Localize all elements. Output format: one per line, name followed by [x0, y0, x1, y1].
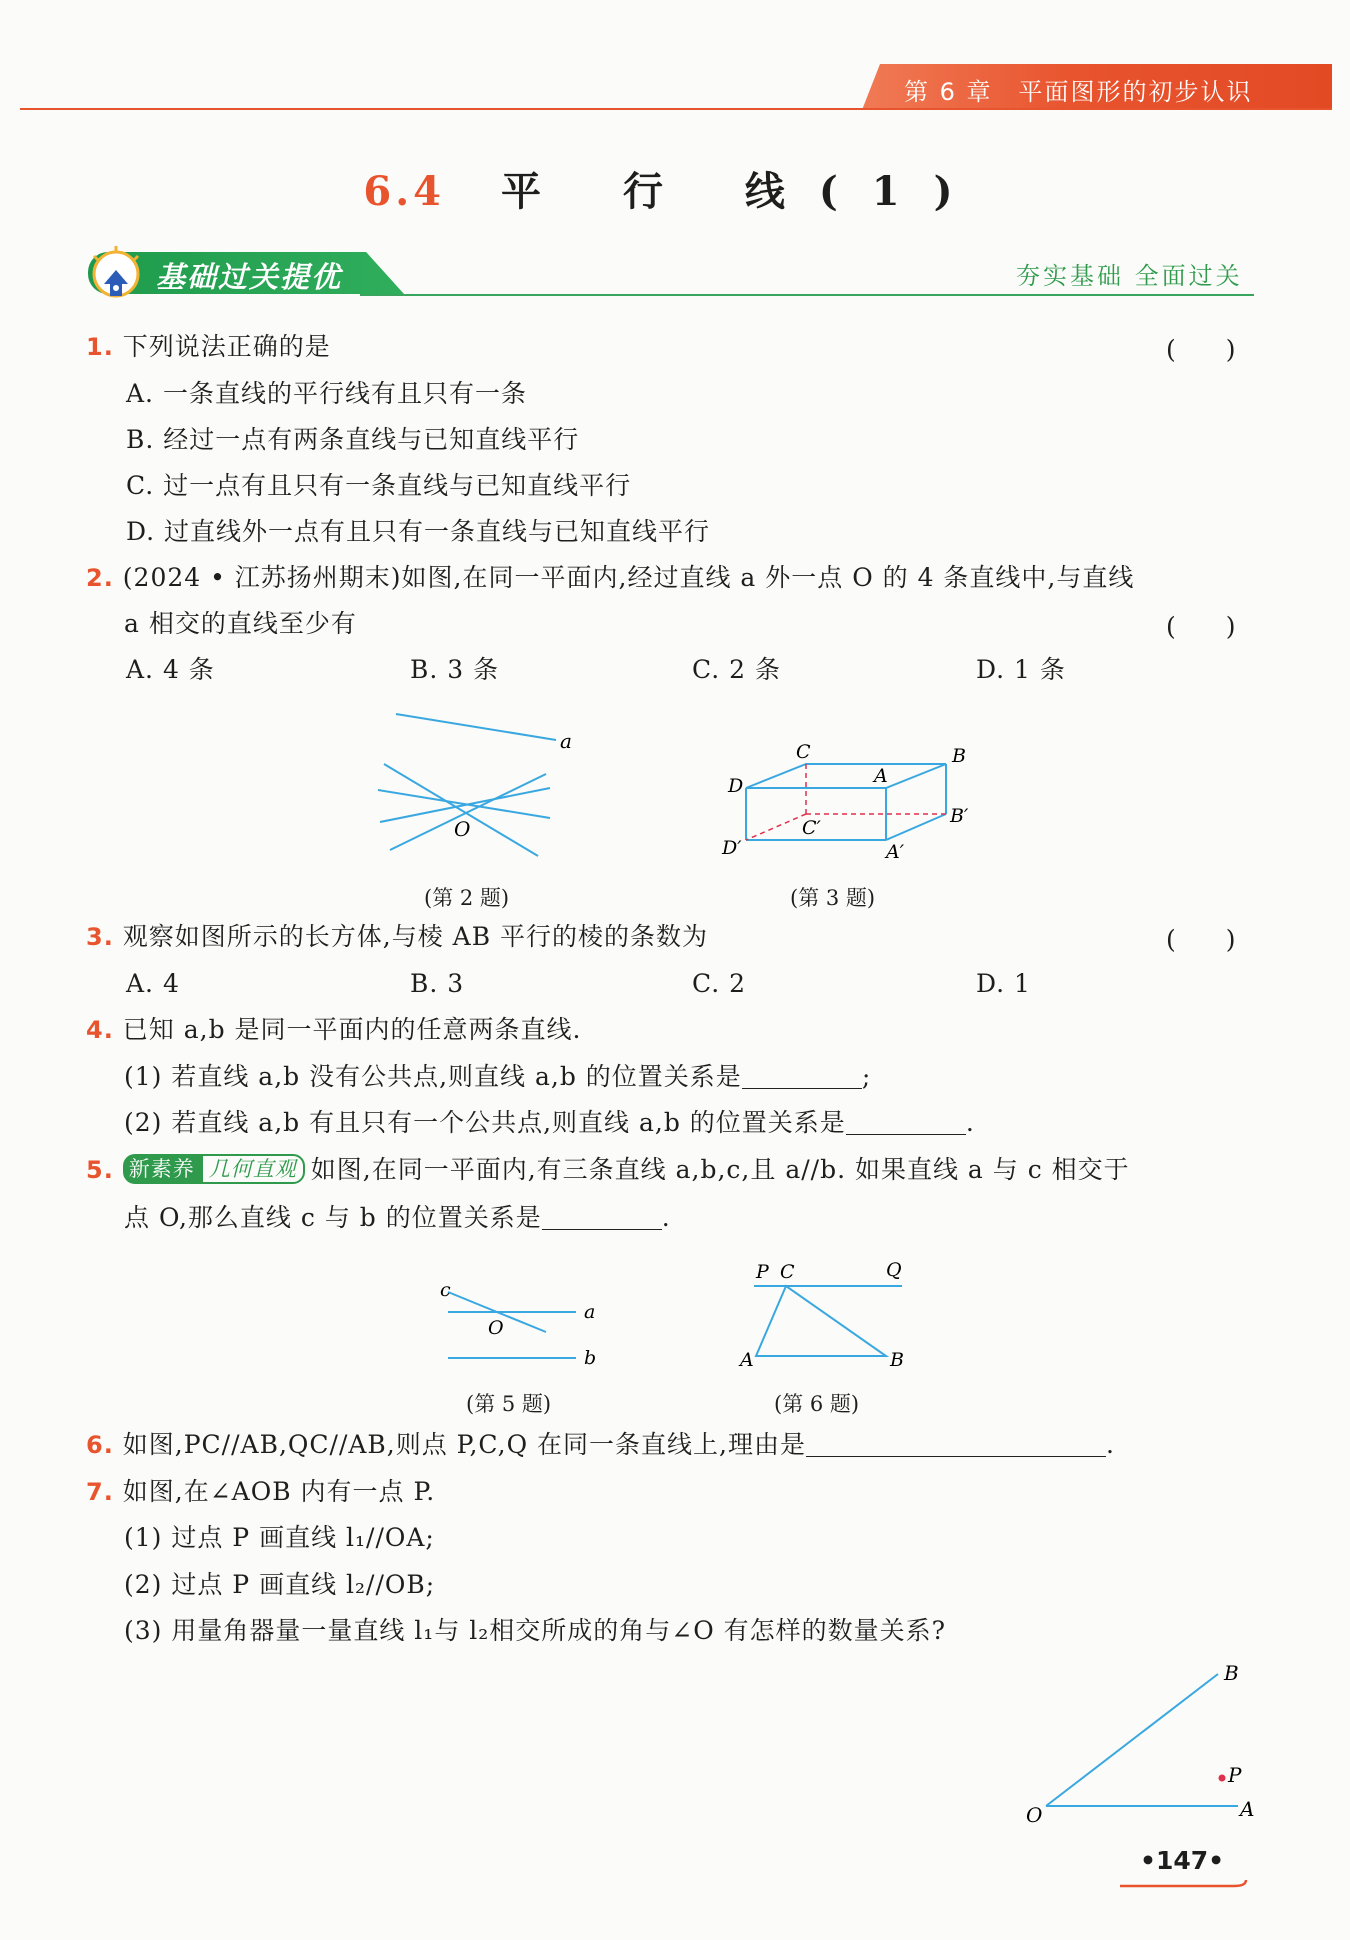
literacy-subtag: 几何直观 [201, 1154, 305, 1184]
option: C. 2 [692, 969, 747, 998]
figure-6-triangle [730, 1258, 930, 1378]
figure-5-lines [430, 1270, 610, 1370]
vertex-c: C [796, 741, 811, 763]
question-number: 3. [86, 923, 114, 951]
option: C. 过一点有且只有一条直线与已知直线平行 [126, 471, 632, 500]
chapter-title: 第 6 章 平面图形的初步认识 [904, 78, 1253, 106]
section-slogan: 夯实基础 全面过关 [1016, 262, 1243, 290]
question-number: 5. [86, 1156, 114, 1184]
question-4-part-2 [124, 1106, 975, 1140]
question-4 [86, 1013, 581, 1047]
label-b: B [1224, 1661, 1239, 1685]
question-3 [86, 920, 708, 954]
label-a: A [1240, 1797, 1255, 1821]
option: C. 2 条 [692, 655, 781, 684]
answer-paren: ( ) [1166, 335, 1236, 364]
question-number: 4. [86, 1016, 114, 1044]
question-stem: 下列说法正确的是 [122, 332, 331, 361]
part-text: (2) 若直线 a,b 有且只有一个公共点,则直线 a,b 的位置关系是 [124, 1108, 846, 1137]
answer-blank[interactable] [542, 1203, 662, 1230]
question-number: 7. [86, 1478, 114, 1506]
question-stem: 已知 a,b 是同一平面内的任意两条直线. [122, 1015, 582, 1044]
option: B. 3 条 [410, 655, 500, 684]
hidden-edge [746, 814, 806, 840]
option: D. 过直线外一点有且只有一条直线与已知直线平行 [126, 517, 711, 546]
option: A. 4 条 [126, 655, 215, 684]
option: A. 4 [126, 969, 180, 998]
question-stem: 观察如图所示的长方体,与棱 AB 平行的棱的条数为 [122, 922, 709, 951]
cuboid-top-face [746, 764, 946, 788]
question-stem: 如图,在∠AOB 内有一点 P. [122, 1477, 436, 1506]
label-b: B [890, 1349, 904, 1371]
line-a [396, 714, 556, 740]
vertex-d1: D′ [722, 837, 742, 859]
label-o: O [1026, 1803, 1043, 1826]
question-number: 6. [86, 1431, 114, 1459]
answer-paren: ( ) [1166, 612, 1236, 641]
question-stem-cont: 点 O,那么直线 c 与 b 的位置关系是 [124, 1203, 542, 1232]
label-a: A [740, 1349, 754, 1371]
vertex-d: D [728, 775, 744, 797]
lesson-name: 平 行 线(1) [501, 168, 987, 215]
vertex-b1: B′ [950, 805, 969, 827]
question-7 [86, 1475, 435, 1509]
question-number: 1. [86, 333, 114, 361]
question-2 [86, 561, 1134, 595]
literacy-tag: 新素养 [123, 1154, 201, 1184]
question-stem: 如图,PC//AB,QC//AB,则点 P,C,Q 在同一条直线上,理由是 [122, 1430, 806, 1459]
label-o: O [488, 1317, 504, 1339]
label-p: P [756, 1261, 769, 1283]
section-divider [360, 294, 1254, 296]
option: D. 1 条 [976, 655, 1066, 684]
page-number: •147• [1140, 1846, 1225, 1875]
label-o: O [454, 817, 471, 841]
vertex-a: A [874, 765, 888, 787]
question-number: 2. [86, 564, 114, 592]
question-stem: 如图,在同一平面内,有三条直线 a,b,c,且 a//b. 如果直线 a 与 c 相交于 [310, 1155, 1130, 1184]
vertex-b: B [952, 745, 966, 767]
header-divider [20, 108, 1332, 110]
answer-blank[interactable] [846, 1108, 966, 1135]
question-stem: (2024 • 江苏扬州期末)如图,在同一平面内,经过直线 a 外一点 O 的 4 条直线中,与直线 [122, 563, 1135, 592]
vertex-c1: C′ [802, 817, 821, 839]
part-text: (1) 若直线 a,b 没有公共点,则直线 a,b 的位置关系是 [124, 1062, 742, 1091]
figure-7-angle [1020, 1656, 1270, 1826]
lesson-number: 6.4 [363, 168, 446, 215]
question-5-cont [124, 1201, 671, 1235]
point-p [1219, 1775, 1226, 1782]
label-a: a [560, 729, 572, 753]
part-end: ; [861, 1062, 872, 1091]
option: A. 一条直线的平行线有且只有一条 [126, 379, 527, 408]
answer-blank[interactable] [742, 1062, 862, 1089]
option: B. 经过一点有两条直线与已知直线平行 [126, 425, 580, 454]
cuboid-edge [886, 814, 946, 840]
question-7-part-3: (3) 用量角器量一量直线 l₁与 l₂相交所成的角与∠O 有怎样的数量关系? [124, 1616, 947, 1645]
question-7-part-2: (2) 过点 P 画直线 l₂//OB; [124, 1570, 436, 1599]
option: B. 3 [410, 969, 465, 998]
label-p: P [1228, 1763, 1242, 1787]
ray-ob [1046, 1674, 1218, 1806]
figure-3-cuboid [716, 740, 976, 860]
triangle-cab [756, 1286, 886, 1356]
option: D. 1 [976, 969, 1031, 998]
label-q: Q [886, 1259, 902, 1281]
figure-2-caption: (第 2 题) [424, 886, 510, 910]
question-stem-cont: a 相交的直线至少有 [124, 609, 357, 638]
section-badge-label: 基础过关提优 [156, 260, 343, 294]
answer-paren: ( ) [1166, 925, 1236, 954]
part-end: . [965, 1108, 975, 1137]
figure-3-caption: (第 3 题) [790, 886, 876, 910]
lighthouse-icon [86, 244, 150, 300]
figure-5-caption: (第 5 题) [466, 1392, 552, 1416]
lesson-title [0, 160, 1350, 217]
label-b: b [584, 1347, 597, 1369]
answer-blank[interactable] [806, 1430, 1106, 1457]
figure-2-lines [370, 700, 600, 860]
question-4-part-1 [124, 1060, 871, 1094]
part-end: . [1105, 1430, 1115, 1459]
part-end: . [661, 1203, 671, 1232]
label-c: C [780, 1261, 795, 1283]
question-5 [86, 1153, 1130, 1187]
question-6 [86, 1428, 1115, 1462]
figure-6-caption: (第 6 题) [774, 1392, 860, 1416]
page-swoosh-decoration [1118, 1876, 1258, 1896]
question-7-part-1: (1) 过点 P 画直线 l₁//OA; [124, 1523, 435, 1552]
vertex-a1: A′ [886, 841, 905, 860]
question-1 [86, 330, 331, 364]
label-c: c [440, 1279, 451, 1301]
label-a: a [584, 1301, 596, 1323]
